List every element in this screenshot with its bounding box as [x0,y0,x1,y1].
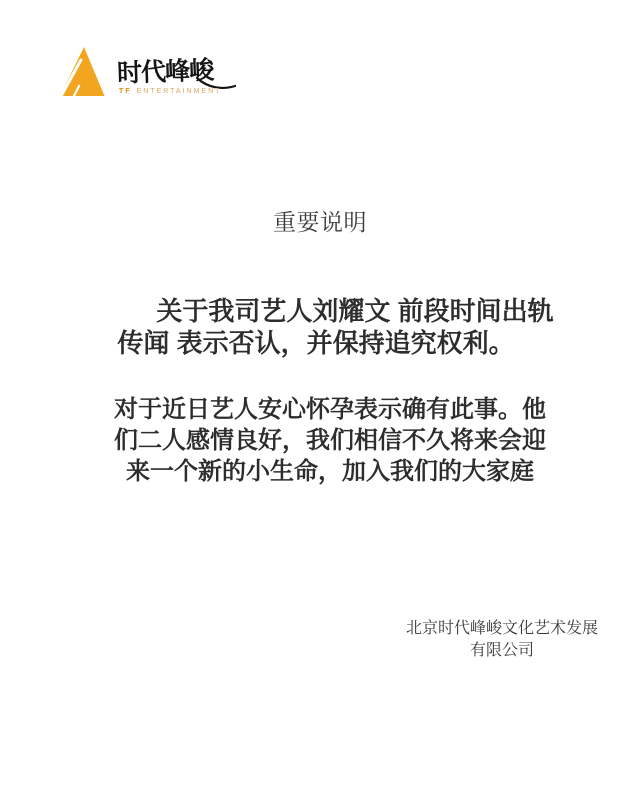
brand-subtitle-tf: TF [119,88,132,95]
paragraph-line: 来一个新的小生命，加入我们的大家庭 [126,458,534,485]
signature-line: 北京时代峰峻文化艺术发展 [405,618,598,637]
statement-paragraph-1 [0,295,640,359]
tf-entertainment-logo-icon [58,47,106,97]
company-signature [382,617,622,661]
paragraph-line: 们二人感情良好，我们相信不久将来会迎 [114,427,546,454]
brand-subtitle [119,88,221,95]
paragraph-line: 关于我司艺人刘耀文 前段时间出轨 [156,296,554,326]
statement-title: 重要说明 [273,209,367,235]
statement-paragraph-2 [10,394,640,487]
paragraph-line: 传闻 表示否认，并保持追究权利。 [117,328,515,358]
brand-wordmark: 时代峰峻 [116,55,214,88]
brand-subtitle-text: ENTERTAINMENT [136,88,222,95]
paragraph-line: 对于近日艺人安心怀孕表示确有此事。他 [114,396,546,423]
signature-line: 有限公司 [469,640,534,659]
